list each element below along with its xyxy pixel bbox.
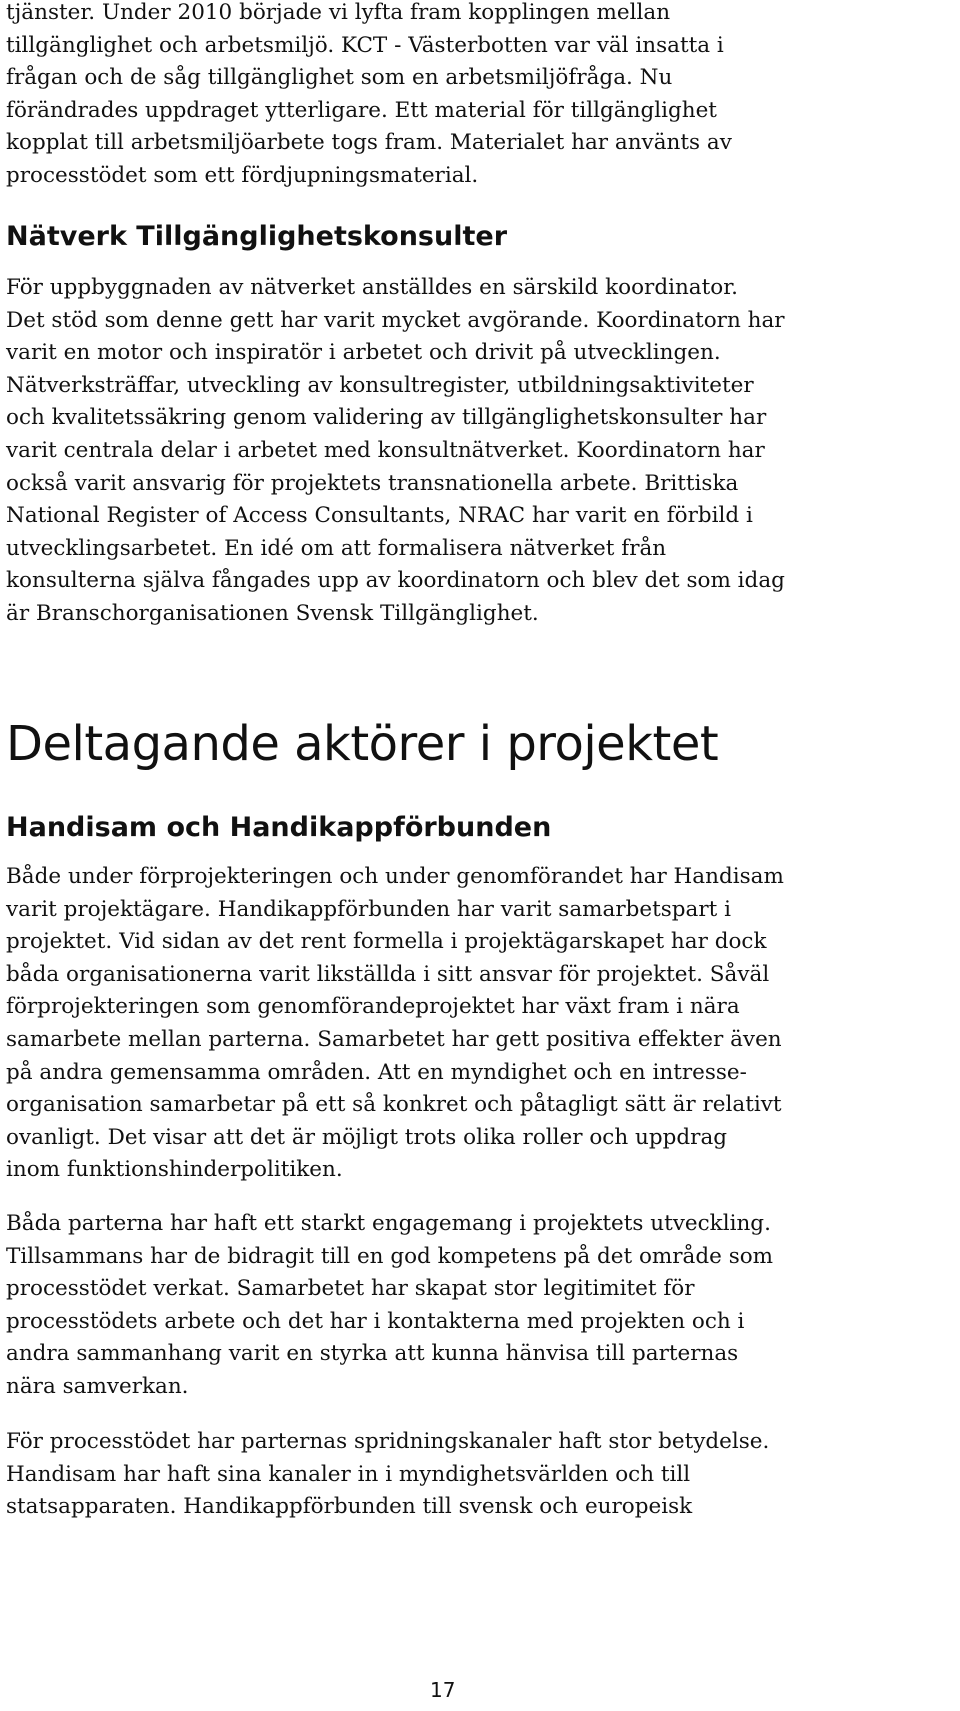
text-line: kopplat till arbetsmiljöarbete togs fram. Materialet har använts av: [6, 130, 732, 156]
actors-paragraph-1: [6, 861, 784, 1187]
text-line: utvecklingsarbetet. En idé om att formalisera nätverket från: [6, 535, 667, 561]
text-line: Båda parterna har haft ett starkt engagemang i projektets utveckling.: [6, 1211, 771, 1236]
text-line: Det stöd som denne gett har varit mycket avgörande. Koordinatorn har: [6, 307, 785, 333]
text-line: båda organisationerna varit likställda i sitt ansvar för projektet. Såväl: [6, 961, 770, 987]
text-line: nära samverkan.: [6, 1373, 189, 1399]
text-line: varit projektägare. Handikappförbunden har varit samarbetspart i: [6, 896, 732, 922]
text-line: Handisam har haft sina kanaler in i myndighetsvärlden och till: [6, 1461, 691, 1487]
text-line: och kvalitetssäkring genom validering av tillgänglighetskonsulter har: [6, 405, 767, 431]
text-line: processtödet som ett fördjupningsmaterial.: [6, 162, 479, 188]
text-line: frågan och de såg tillgänglighet som en arbetsmiljöfråga. Nu: [6, 65, 673, 91]
text-line: varit en motor och inspiratör i arbetet och drivit på utvecklingen.: [6, 340, 721, 366]
text-line: processtödets arbete och det har i kontakterna med projekten och i: [6, 1308, 745, 1334]
text-line: förändrades uppdraget ytterligare. Ett material för tillgänglighet: [6, 97, 717, 123]
network-paragraph: [6, 272, 785, 631]
text-line: tjänster. Under 2010 började vi lyfta fram kopplingen mellan: [6, 0, 671, 25]
text-line: varit centrala delar i arbetet med konsultnätverket. Koordinatorn har: [6, 437, 765, 463]
text-line: Nätverksträffar, utveckling av konsultregister, utbildningsaktiviteter: [6, 372, 754, 398]
text-line: också varit ansvarig för projektets transnationella arbete. Brittiska: [6, 470, 739, 496]
actors-paragraph-3: [6, 1426, 769, 1524]
section-heading-network: Nätverk Tillgänglighetskonsulter: [6, 221, 508, 252]
text-line: organisation samarbetar på ett så konkret och påtagligt sätt är relativt: [6, 1092, 782, 1118]
intro-paragraph: [6, 0, 732, 193]
page-number: 17: [430, 1678, 456, 1702]
text-line: Både under förprojekteringen och under genomförandet har Handisam: [6, 864, 784, 889]
text-line: Tillsammans har de bidragit till en god kompetens på det område som: [6, 1243, 774, 1269]
text-line: För processtödet har parternas spridningskanaler haft stor betydelse.: [6, 1429, 770, 1454]
text-line: National Register of Access Consultants, NRAC har varit en förbild i: [6, 503, 753, 529]
actors-paragraph-2: [6, 1208, 773, 1404]
text-line: är Branschorganisationen Svensk Tillgänglighet.: [6, 600, 539, 626]
text-line: tillgänglighet och arbetsmiljö. KCT - Västerbotten var väl insatta i: [6, 32, 724, 58]
section-heading-handisam: Handisam och Handikappförbunden: [6, 812, 552, 843]
chapter-title: Deltagande aktörer i projektet: [6, 716, 719, 772]
text-line: processtödet verkat. Samarbetet har skapat stor legitimitet för: [6, 1276, 695, 1302]
text-line: samarbete mellan parterna. Samarbetet har gett positiva effekter även: [6, 1026, 782, 1052]
text-line: För uppbyggnaden av nätverket anställdes en särskild koordinator.: [6, 275, 738, 300]
text-line: på andra gemensamma områden. Att en myndighet och en intresse-: [6, 1059, 747, 1085]
text-line: inom funktionshinderpolitiken.: [6, 1157, 343, 1183]
text-line: andra sammanhang varit en styrka att kunna hänvisa till parternas: [6, 1341, 739, 1367]
text-line: projektet. Vid sidan av det rent formella i projektägarskapet har dock: [6, 929, 767, 955]
text-line: förprojekteringen som genomförandeprojektet har växt fram i nära: [6, 994, 740, 1020]
text-line: konsulterna själva fångades upp av koordinatorn och blev det som idag: [6, 568, 785, 594]
text-line: ovanligt. Det visar att det är möjligt trots olika roller och uppdrag: [6, 1124, 728, 1150]
text-line: statsapparaten. Handikappförbunden till svensk och europeisk: [6, 1494, 693, 1520]
